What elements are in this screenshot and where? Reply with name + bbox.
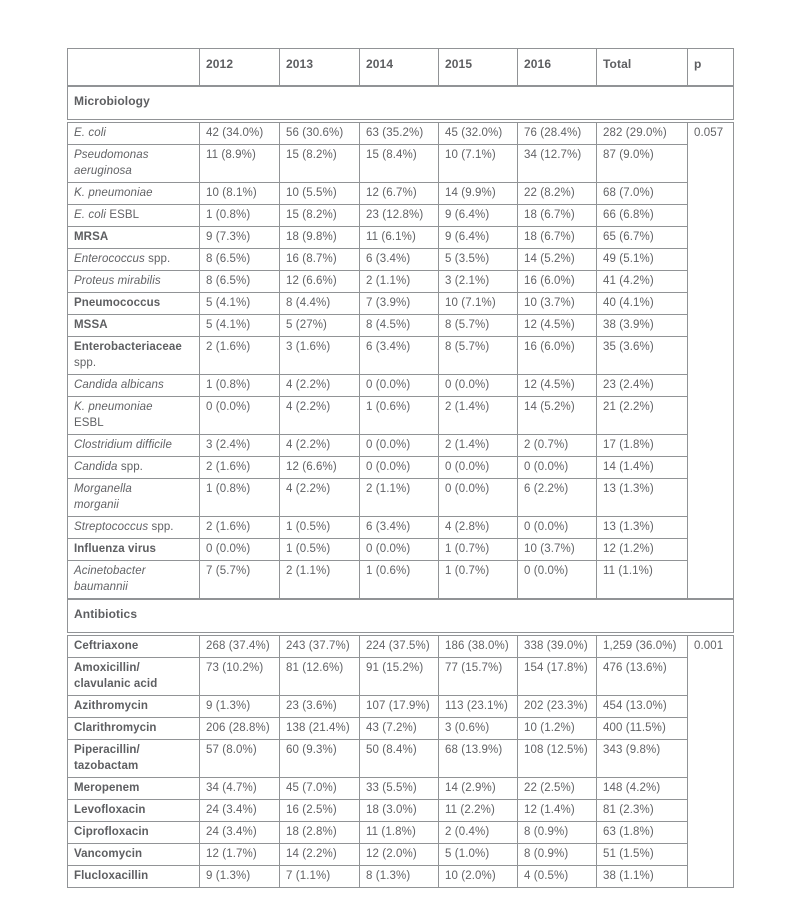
value-cell: 34 (4.7%) — [200, 778, 280, 800]
table-row — [68, 800, 734, 822]
value-cell: 9 (1.3%) — [200, 866, 280, 888]
organism-label: Acinetobacter baumannii — [68, 561, 200, 599]
value-cell: 4 (2.8%) — [439, 517, 518, 539]
value-cell: 63 (1.8%) — [597, 822, 688, 844]
value-cell: 10 (8.1%) — [200, 183, 280, 205]
value-cell: 35 (3.6%) — [597, 337, 688, 375]
value-cell: 8 (1.3%) — [360, 866, 439, 888]
section-header-antibiotics — [67, 599, 734, 633]
value-cell: 8 (0.9%) — [518, 844, 597, 866]
value-cell: 8 (4.5%) — [360, 315, 439, 337]
value-cell: 206 (28.8%) — [200, 718, 280, 740]
value-cell: 15 (8.4%) — [360, 145, 439, 183]
table-row — [68, 145, 734, 183]
value-cell: 3 (2.4%) — [200, 435, 280, 457]
value-cell: 9 (6.4%) — [439, 205, 518, 227]
value-cell: 282 (29.0%) — [597, 123, 688, 145]
value-cell: 14 (1.4%) — [597, 457, 688, 479]
value-cell: 4 (2.2%) — [280, 435, 360, 457]
value-cell: 2 (1.1%) — [280, 561, 360, 599]
value-cell: 12 (6.7%) — [360, 183, 439, 205]
value-cell: 148 (4.2%) — [597, 778, 688, 800]
value-cell: 5 (1.0%) — [439, 844, 518, 866]
value-cell: 14 (2.2%) — [280, 844, 360, 866]
value-cell: 14 (5.2%) — [518, 249, 597, 271]
table-row — [68, 227, 734, 249]
value-cell: 2 (0.7%) — [518, 435, 597, 457]
organism-label: E. coli — [68, 123, 200, 145]
value-cell: 66 (6.8%) — [597, 205, 688, 227]
value-cell: 8 (6.5%) — [200, 271, 280, 293]
value-cell: 5 (27%) — [280, 315, 360, 337]
value-cell: 34 (12.7%) — [518, 145, 597, 183]
value-cell: 10 (3.7%) — [518, 539, 597, 561]
value-cell: 10 (2.0%) — [439, 866, 518, 888]
value-cell: 2 (1.6%) — [200, 517, 280, 539]
value-cell: 14 (2.9%) — [439, 778, 518, 800]
value-cell: 400 (11.5%) — [597, 718, 688, 740]
value-cell: 6 (3.4%) — [360, 249, 439, 271]
table-row — [68, 337, 734, 375]
value-cell: 91 (15.2%) — [360, 658, 439, 696]
value-cell: 0 (0.0%) — [518, 517, 597, 539]
value-cell: 0 (0.0%) — [439, 457, 518, 479]
value-cell: 11 (2.2%) — [439, 800, 518, 822]
value-cell: 186 (38.0%) — [439, 636, 518, 658]
value-cell: 11 (1.8%) — [360, 822, 439, 844]
table-sections — [67, 86, 733, 888]
section-data-microbiology — [67, 122, 734, 599]
value-cell: 0 (0.0%) — [360, 435, 439, 457]
table-header — [67, 48, 734, 86]
table-row — [68, 271, 734, 293]
value-cell: 22 (2.5%) — [518, 778, 597, 800]
value-cell: 81 (2.3%) — [597, 800, 688, 822]
value-cell: 0 (0.0%) — [439, 375, 518, 397]
value-cell: 18 (6.7%) — [518, 205, 597, 227]
header-cell-empty — [68, 49, 200, 86]
table-row — [68, 183, 734, 205]
section-title-row — [68, 600, 734, 633]
organism-label: Proteus mirabilis — [68, 271, 200, 293]
value-cell: 43 (7.2%) — [360, 718, 439, 740]
value-cell: 45 (32.0%) — [439, 123, 518, 145]
value-cell: 18 (3.0%) — [360, 800, 439, 822]
value-cell: 42 (34.0%) — [200, 123, 280, 145]
antibiotic-label: Ceftriaxone — [68, 636, 200, 658]
antibiotic-label: Clarithromycin — [68, 718, 200, 740]
value-cell: 5 (4.1%) — [200, 293, 280, 315]
organism-label: Streptococcus spp. — [68, 517, 200, 539]
organism-label: MSSA — [68, 315, 200, 337]
value-cell: 224 (37.5%) — [360, 636, 439, 658]
value-cell: 77 (15.7%) — [439, 658, 518, 696]
value-cell: 60 (9.3%) — [280, 740, 360, 778]
header-cell-2012: 2012 — [200, 49, 280, 86]
table-row — [68, 249, 734, 271]
value-cell: 16 (6.0%) — [518, 271, 597, 293]
organism-label: K. pneumoniae ESBL — [68, 397, 200, 435]
value-cell: 268 (37.4%) — [200, 636, 280, 658]
table-row — [68, 479, 734, 517]
section-header-microbiology — [67, 86, 734, 120]
antibiotic-label: Vancomycin — [68, 844, 200, 866]
value-cell: 10 (1.2%) — [518, 718, 597, 740]
value-cell: 454 (13.0%) — [597, 696, 688, 718]
value-cell: 2 (1.1%) — [360, 271, 439, 293]
value-cell: 21 (2.2%) — [597, 397, 688, 435]
value-cell: 10 (5.5%) — [280, 183, 360, 205]
value-cell: 56 (30.6%) — [280, 123, 360, 145]
header-cell-total: Total — [597, 49, 688, 86]
value-cell: 11 (6.1%) — [360, 227, 439, 249]
value-cell: 12 (1.2%) — [597, 539, 688, 561]
value-cell: 73 (10.2%) — [200, 658, 280, 696]
header-cell-p: p — [688, 49, 734, 86]
table-row — [68, 457, 734, 479]
value-cell: 7 (1.1%) — [280, 866, 360, 888]
value-cell: 2 (1.1%) — [360, 479, 439, 517]
table-row — [68, 866, 734, 888]
value-cell: 108 (12.5%) — [518, 740, 597, 778]
value-cell: 13 (1.3%) — [597, 517, 688, 539]
value-cell: 12 (2.0%) — [360, 844, 439, 866]
value-cell: 18 (6.7%) — [518, 227, 597, 249]
section-title: Microbiology — [68, 87, 734, 120]
value-cell: 154 (17.8%) — [518, 658, 597, 696]
table-row — [68, 718, 734, 740]
value-cell: 7 (5.7%) — [200, 561, 280, 599]
value-cell: 6 (3.4%) — [360, 337, 439, 375]
table-row — [68, 636, 734, 658]
value-cell: 343 (9.8%) — [597, 740, 688, 778]
value-cell: 8 (5.7%) — [439, 337, 518, 375]
table-row — [68, 205, 734, 227]
section-title-row — [68, 87, 734, 120]
table-row — [68, 778, 734, 800]
value-cell: 243 (37.7%) — [280, 636, 360, 658]
organism-label: Pneumococcus — [68, 293, 200, 315]
value-cell: 12 (6.6%) — [280, 271, 360, 293]
value-cell: 17 (1.8%) — [597, 435, 688, 457]
value-cell: 81 (12.6%) — [280, 658, 360, 696]
value-cell: 1 (0.8%) — [200, 375, 280, 397]
value-cell: 10 (7.1%) — [439, 293, 518, 315]
value-cell: 4 (2.2%) — [280, 397, 360, 435]
value-cell: 22 (8.2%) — [518, 183, 597, 205]
value-cell: 5 (4.1%) — [200, 315, 280, 337]
value-cell: 8 (5.7%) — [439, 315, 518, 337]
value-cell: 1 (0.8%) — [200, 205, 280, 227]
table-row — [68, 658, 734, 696]
value-cell: 14 (5.2%) — [518, 397, 597, 435]
value-cell: 24 (3.4%) — [200, 822, 280, 844]
antibiotic-label: Azithromycin — [68, 696, 200, 718]
section-title: Antibiotics — [68, 600, 734, 633]
value-cell: 63 (35.2%) — [360, 123, 439, 145]
value-cell: 12 (4.5%) — [518, 375, 597, 397]
value-cell: 12 (6.6%) — [280, 457, 360, 479]
value-cell: 2 (1.4%) — [439, 435, 518, 457]
value-cell: 0 (0.0%) — [518, 561, 597, 599]
header-cell-2014: 2014 — [360, 49, 439, 86]
value-cell: 0 (0.0%) — [360, 539, 439, 561]
value-cell: 0 (0.0%) — [200, 397, 280, 435]
value-cell: 0 (0.0%) — [200, 539, 280, 561]
frequency-table — [67, 48, 733, 888]
value-cell: 11 (8.9%) — [200, 145, 280, 183]
value-cell: 6 (2.2%) — [518, 479, 597, 517]
table-row — [68, 315, 734, 337]
value-cell: 76 (28.4%) — [518, 123, 597, 145]
value-cell: 2 (1.6%) — [200, 337, 280, 375]
value-cell: 87 (9.0%) — [597, 145, 688, 183]
antibiotic-label: Flucloxacillin — [68, 866, 200, 888]
table-row — [68, 375, 734, 397]
organism-label: Influenza virus — [68, 539, 200, 561]
value-cell: 8 (6.5%) — [200, 249, 280, 271]
value-cell: 8 (0.9%) — [518, 822, 597, 844]
antibiotic-label: Ciprofloxacin — [68, 822, 200, 844]
value-cell: 7 (3.9%) — [360, 293, 439, 315]
table-row — [68, 517, 734, 539]
value-cell: 10 (3.7%) — [518, 293, 597, 315]
value-cell: 23 (12.8%) — [360, 205, 439, 227]
value-cell: 18 (9.8%) — [280, 227, 360, 249]
value-cell: 15 (8.2%) — [280, 145, 360, 183]
organism-label: Morganella morganii — [68, 479, 200, 517]
value-cell: 12 (1.7%) — [200, 844, 280, 866]
table-row — [68, 822, 734, 844]
value-cell: 68 (7.0%) — [597, 183, 688, 205]
table-row — [68, 539, 734, 561]
table-row — [68, 435, 734, 457]
value-cell: 33 (5.5%) — [360, 778, 439, 800]
table-row — [68, 123, 734, 145]
organism-label: MRSA — [68, 227, 200, 249]
value-cell: 476 (13.6%) — [597, 658, 688, 696]
antibiotic-label: Piperacillin/ tazobactam — [68, 740, 200, 778]
value-cell: 38 (1.1%) — [597, 866, 688, 888]
table-row — [68, 293, 734, 315]
value-cell: 49 (5.1%) — [597, 249, 688, 271]
value-cell: 40 (4.1%) — [597, 293, 688, 315]
value-cell: 9 (6.4%) — [439, 227, 518, 249]
value-cell: 41 (4.2%) — [597, 271, 688, 293]
table-row — [68, 397, 734, 435]
value-cell: 11 (1.1%) — [597, 561, 688, 599]
value-cell: 13 (1.3%) — [597, 479, 688, 517]
value-cell: 0 (0.0%) — [439, 479, 518, 517]
antibiotic-label: Meropenem — [68, 778, 200, 800]
value-cell: 2 (1.6%) — [200, 457, 280, 479]
header-cell-2013: 2013 — [280, 49, 360, 86]
value-cell: 3 (1.6%) — [280, 337, 360, 375]
organism-label: Pseudomonas aeruginosa — [68, 145, 200, 183]
p-value-cell: 0.001 — [688, 636, 734, 888]
value-cell: 18 (2.8%) — [280, 822, 360, 844]
section-data-antibiotics — [67, 635, 734, 888]
value-cell: 3 (0.6%) — [439, 718, 518, 740]
value-cell: 6 (3.4%) — [360, 517, 439, 539]
organism-label: Enterobacteriaceae spp. — [68, 337, 200, 375]
organism-label: Clostridium difficile — [68, 435, 200, 457]
value-cell: 16 (2.5%) — [280, 800, 360, 822]
value-cell: 16 (6.0%) — [518, 337, 597, 375]
antibiotic-label: Levofloxacin — [68, 800, 200, 822]
header-cell-2016: 2016 — [518, 49, 597, 86]
value-cell: 0 (0.0%) — [518, 457, 597, 479]
p-value-cell: 0.057 — [688, 123, 734, 599]
value-cell: 8 (4.4%) — [280, 293, 360, 315]
value-cell: 4 (2.2%) — [280, 375, 360, 397]
value-cell: 9 (7.3%) — [200, 227, 280, 249]
organism-label: Enterococcus spp. — [68, 249, 200, 271]
value-cell: 14 (9.9%) — [439, 183, 518, 205]
value-cell: 1 (0.5%) — [280, 539, 360, 561]
value-cell: 10 (7.1%) — [439, 145, 518, 183]
value-cell: 2 (1.4%) — [439, 397, 518, 435]
value-cell: 12 (4.5%) — [518, 315, 597, 337]
organism-label: Candida albicans — [68, 375, 200, 397]
value-cell: 15 (8.2%) — [280, 205, 360, 227]
value-cell: 24 (3.4%) — [200, 800, 280, 822]
organism-label: K. pneumoniae — [68, 183, 200, 205]
value-cell: 51 (1.5%) — [597, 844, 688, 866]
value-cell: 38 (3.9%) — [597, 315, 688, 337]
value-cell: 65 (6.7%) — [597, 227, 688, 249]
header-cell-2015: 2015 — [439, 49, 518, 86]
value-cell: 1 (0.6%) — [360, 397, 439, 435]
value-cell: 338 (39.0%) — [518, 636, 597, 658]
organism-label: E. coli ESBL — [68, 205, 200, 227]
value-cell: 202 (23.3%) — [518, 696, 597, 718]
value-cell: 0 (0.0%) — [360, 375, 439, 397]
table-row — [68, 696, 734, 718]
antibiotic-label: Amoxicillin/ clavulanic acid — [68, 658, 200, 696]
table-row — [68, 561, 734, 599]
value-cell: 45 (7.0%) — [280, 778, 360, 800]
value-cell: 1 (0.7%) — [439, 539, 518, 561]
value-cell: 3 (2.1%) — [439, 271, 518, 293]
value-cell: 23 (3.6%) — [280, 696, 360, 718]
value-cell: 2 (0.4%) — [439, 822, 518, 844]
table-row — [68, 844, 734, 866]
value-cell: 9 (1.3%) — [200, 696, 280, 718]
value-cell: 1,259 (36.0%) — [597, 636, 688, 658]
value-cell: 1 (0.7%) — [439, 561, 518, 599]
value-cell: 5 (3.5%) — [439, 249, 518, 271]
value-cell: 107 (17.9%) — [360, 696, 439, 718]
value-cell: 1 (0.5%) — [280, 517, 360, 539]
value-cell: 57 (8.0%) — [200, 740, 280, 778]
value-cell: 4 (0.5%) — [518, 866, 597, 888]
value-cell: 12 (1.4%) — [518, 800, 597, 822]
value-cell: 50 (8.4%) — [360, 740, 439, 778]
value-cell: 113 (23.1%) — [439, 696, 518, 718]
value-cell: 1 (0.6%) — [360, 561, 439, 599]
header-row — [68, 49, 734, 86]
value-cell: 0 (0.0%) — [360, 457, 439, 479]
value-cell: 1 (0.8%) — [200, 479, 280, 517]
organism-label: Candida spp. — [68, 457, 200, 479]
value-cell: 23 (2.4%) — [597, 375, 688, 397]
value-cell: 16 (8.7%) — [280, 249, 360, 271]
value-cell: 68 (13.9%) — [439, 740, 518, 778]
table-row — [68, 740, 734, 778]
value-cell: 138 (21.4%) — [280, 718, 360, 740]
value-cell: 4 (2.2%) — [280, 479, 360, 517]
